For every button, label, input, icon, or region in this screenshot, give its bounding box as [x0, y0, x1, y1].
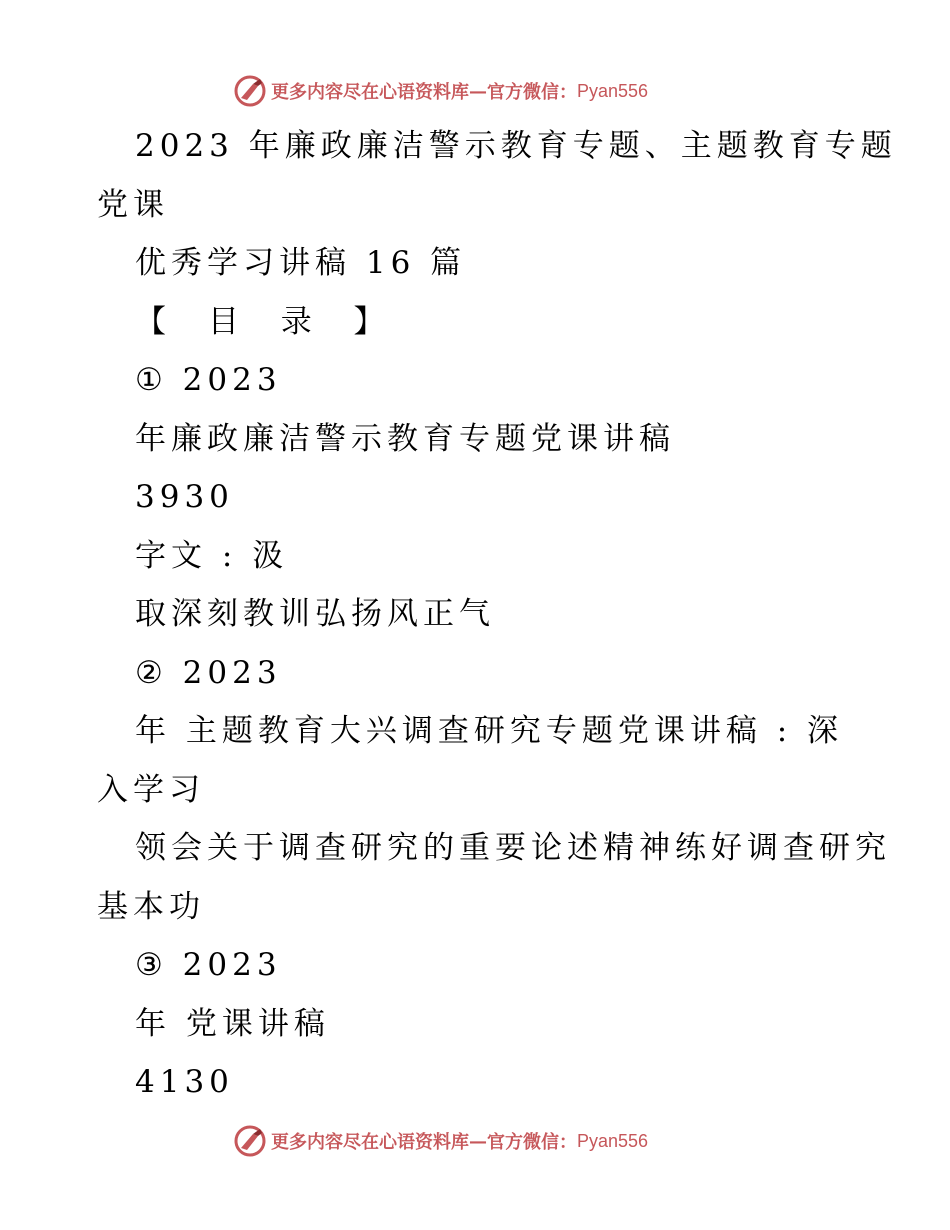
watermark-wechat-id: Pyan556	[577, 1130, 649, 1151]
watermark-text: 更多内容尽在心语资料库	[271, 82, 469, 103]
toc-item-2-title-d: 基本功	[97, 888, 205, 925]
toc-item-1-number: ① 2023	[135, 362, 282, 398]
pen-nib-logo-icon	[233, 74, 267, 108]
toc-item-1-count: 3930	[135, 479, 234, 515]
watermark-banner-bottom	[233, 1121, 648, 1161]
pen-nib-logo-icon	[233, 1124, 267, 1158]
toc-item-1-title: 年廉政廉洁警示教育专题党课讲稿	[135, 420, 675, 457]
toc-heading: 【 目 录 】	[135, 303, 401, 340]
toc-item-2-number: ② 2023	[135, 654, 282, 691]
watermark-text: 更多内容尽在心语资料库	[271, 1132, 469, 1153]
doc-title-line-2: 党课	[97, 186, 169, 223]
toc-item-3-count: 4130	[135, 1064, 234, 1100]
doc-title-line-1: 2023 年廉政廉洁警示教育专题、主题教育专题	[135, 128, 897, 164]
doc-subtitle: 优秀学习讲稿 16 篇	[135, 245, 467, 281]
watermark-wechat-label: 官方微信：	[487, 1132, 577, 1153]
watermark-wechat-label: 官方微信：	[487, 82, 577, 103]
document-body	[97, 117, 897, 1112]
watermark-separator: —	[469, 80, 487, 102]
toc-item-2-title-a: 年 主题教育大兴调查研究专题党课讲稿 : 深	[135, 713, 844, 749]
toc-item-3-number: ③ 2023	[135, 947, 282, 983]
toc-item-1-subtitle-b: 取深刻教训弘扬风正气	[135, 596, 495, 632]
watermark-banner-top	[233, 71, 648, 111]
toc-item-1-subtitle-a: 字文 : 汲	[135, 537, 289, 574]
watermark-wechat-id: Pyan556	[577, 80, 649, 101]
toc-item-2-title-c: 领会关于调查研究的重要论述精神练好调查研究	[135, 830, 891, 866]
toc-item-3-title: 年 党课讲稿	[135, 1005, 330, 1042]
watermark-separator: —	[469, 1130, 487, 1152]
toc-item-2-title-b: 入学习	[97, 771, 205, 808]
